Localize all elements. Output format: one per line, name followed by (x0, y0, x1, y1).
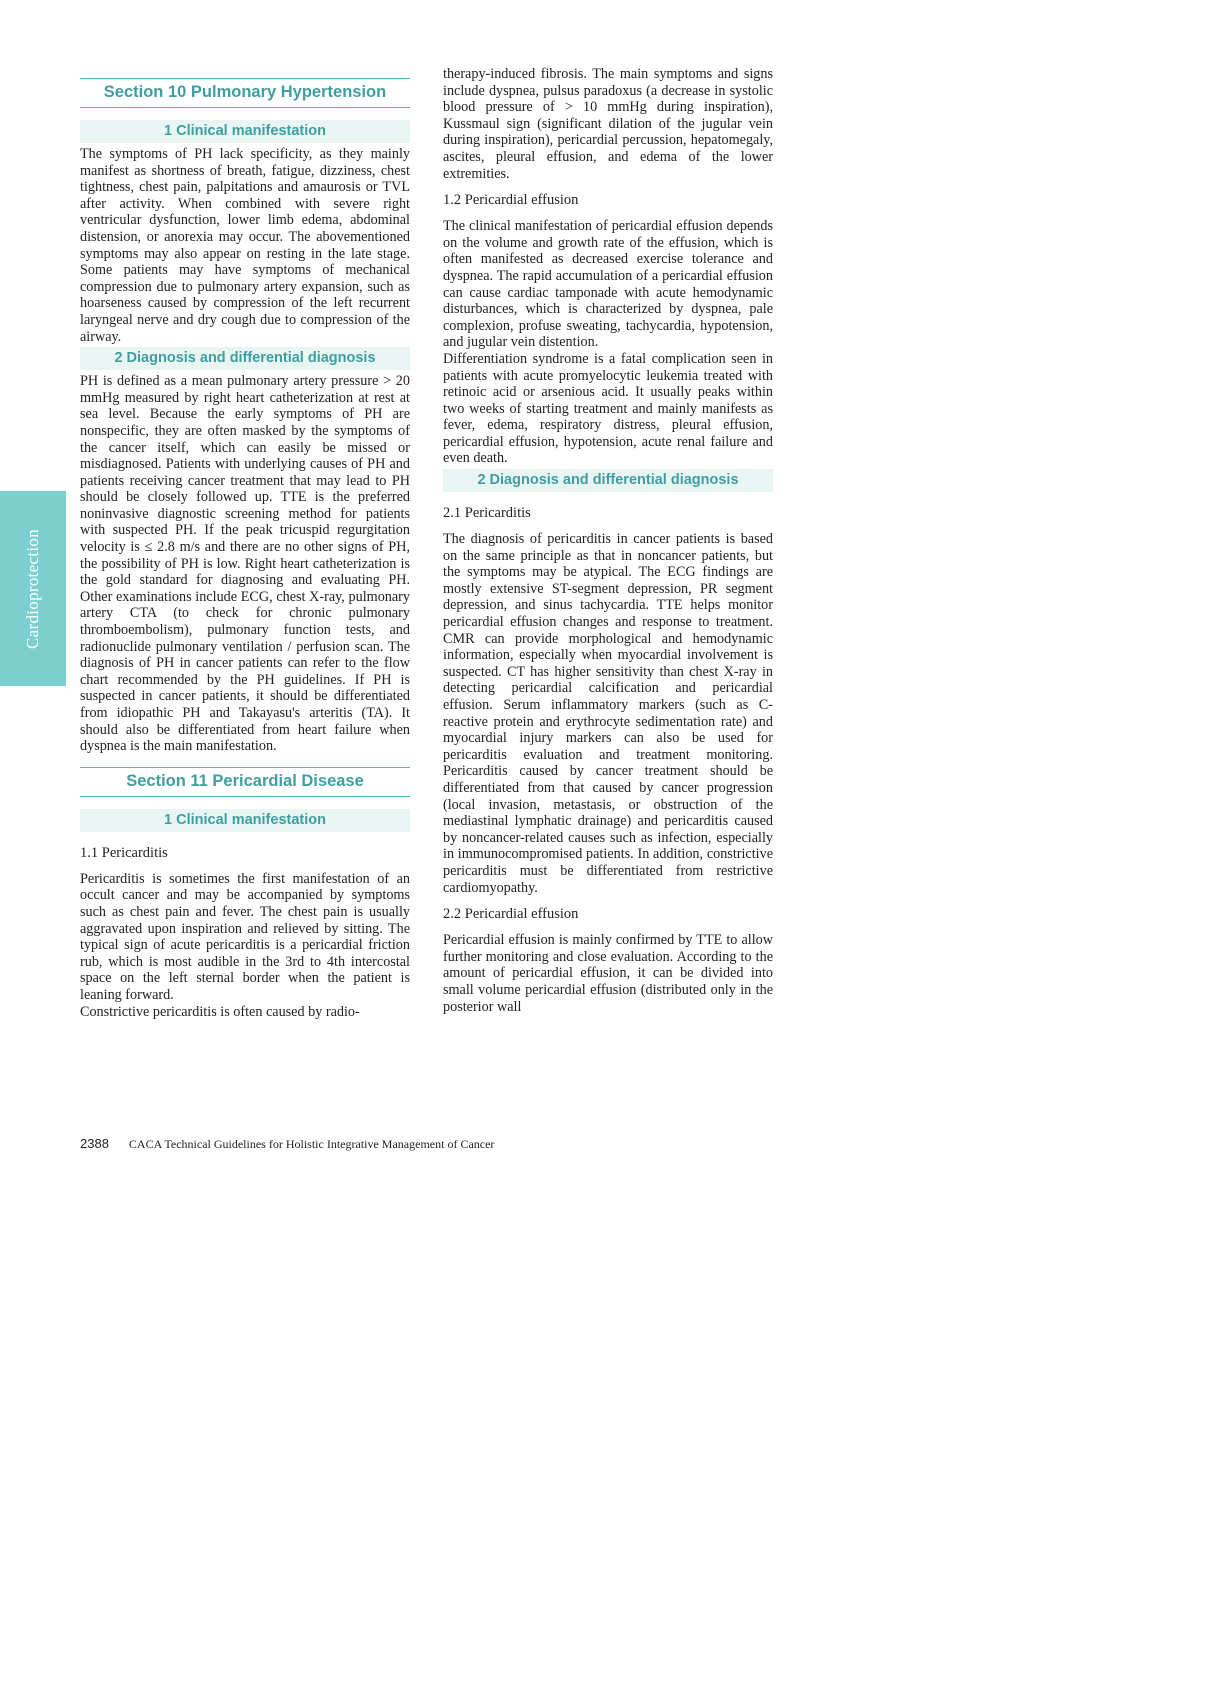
differentiation-text: Differentiation syndrome is a fatal complication seen in patients with acute promyelocytic leukemia treated with retinoic acid or arsenious acid. It usually peaks within two weeks of starting treatment and mainly manifests as fever, edema, respiratory distress, pleural effusion, pericardial effusion, hypotension, acute renal failure and even death. (443, 350, 773, 467)
effusion-heading: 1.2 Pericardial effusion (443, 192, 579, 209)
right-column (443, 66, 773, 1015)
side-tab (0, 491, 66, 686)
book-title: CACA Technical Guidelines for Holistic Integrative Management of Cancer (128, 1137, 495, 1151)
constrictive-text-cont: therapy-induced fibrosis. The main symptoms and signs include dyspnea, pulsus paradoxus (a decrease in systolic blood pressure of > 10 mmHg during inspiration), Kussmaul sign (significant dilation of the jugular vein during inspiration), pericardial percussion, hepatomegaly, ascites, pleural effusion, and edema of the lower extremities. (443, 66, 773, 182)
side-tab-label: Cardioprotection (23, 528, 42, 649)
s10-clinical-text: The symptoms of PH lack specificity, as they mainly manifest as shortness of breath, fatigue, dizziness, chest tightness, chest pain, palpitations and amaurosis or TVL after activity. When combined with severe right ventricular dysfunction, lower limb edema, abdominal distension, or anorexia may occur. The abovementioned symptoms may also appear on resting in the late stage. Some patients may have symptoms of mechanical compression due to pulmonary artery expansion, such as hoarseness caused by compression of the left recurrent laryngeal nerve and dry cough due to compression of the airway. (80, 146, 410, 345)
s10-diagnosis-text: PH is defined as a mean pulmonary artery pressure > 20 mmHg measured by right heart catheterization at rest at sea level. Because the early symptoms of PH are nonspecific, they are often masked by the symptoms of the cancer itself, which can easily be missed or misdiagnosed. Patients with underlying causes of PH and patients receiving cancer treatment that may lead to PH should be closely followed up. TTE is the preferred noninvasive diagnostic screening method for patients with suspected PH. If the peak tricuspid regurgitation velocity is ≤ 2.8 m/s and there are no other signs of PH, the possibility of PH is low. Right heart catheterization is the gold standard for diagnosing and evaluating PH. Other examinations include ECG, chest X-ray, pulmonary artery CTA (to check for chronic pulmonary thromboembolism), pulmonary function tests, and radionuclide pulmonary ventilation / perfusion scan. The diagnosis of PH in cancer patients can refer to the flow chart recommended by the PH guidelines. If PH is suspected in cancer patients, it should be differentiated from idiopathic PH and Takayasu's arteritis (TA). It should also be differentiated from heart failure when dyspnea is the main manifestation. (80, 373, 410, 755)
dx-pericarditis-text: The diagnosis of pericarditis in cancer patients is based on the same principle as that in noncancer patients, but the symptoms may be atypical. The ECG findings are mostly extensive ST-segment depression, PR segment depression, and sinus tachycardia. TTE helps monitor pericardial effusion changes and response to treatment. CMR can provide morphological and hemodynamic information, especially when myocardial involvement is suspected. CT has higher sensitivity than chest X-ray in detecting pericardial calcification and pericardial effusion. Serum inflammatory markers (such as C-reactive protein and erythrocyte sedimentation rate) and myocardial injury markers can also be used for pericarditis evaluation and treatment monitoring. Pericarditis caused by cancer treatment should be differentiated from that caused by cancer progression (local invasion, metastasis, or obstruction of the mediastinal lymphatic drainage) and pericarditis caused by noncancer-related causes such as infection, especially in immunocompromised patients. In addition, constrictive pericarditis must be differentiated from restrictive cardiomyopathy. (443, 531, 773, 896)
dx-effusion-heading: 2.2 Pericardial effusion (443, 906, 579, 923)
dx-pericarditis-heading: 2.1 Pericarditis (443, 505, 531, 522)
page-number: 2388 (80, 1136, 109, 1151)
diagnosis-heading: 2 Diagnosis and differential diagnosis (443, 469, 773, 492)
left-column (80, 66, 410, 1020)
section-10-title: Section 10 Pulmonary Hypertension (80, 78, 410, 108)
section-11-title: Section 11 Pericardial Disease (80, 767, 410, 797)
s10-clinical-heading: 1 Clinical manifestation (80, 120, 410, 143)
pericarditis-heading: 1.1 Pericarditis (80, 844, 168, 861)
page-footer (80, 1136, 494, 1152)
dx-effusion-text: Pericardial effusion is mainly confirmed by TTE to allow further monitoring and close evaluation. According to the amount of pericardial effusion, it can be divided into small volume pericardial effusion (distributed only in the posterior wall (443, 932, 773, 1015)
pericarditis-text: Pericarditis is sometimes the first manifestation of an occult cancer and may be accompanied by symptoms such as chest pain and fever. The chest pain is usually aggravated upon inspiration and relieved by sitting. The typical sign of acute pericarditis is a pericardial friction rub, which is most audible in the 3rd to 4th intercostal space on the left sternal border when the patient is leaning forward. (80, 870, 410, 1003)
s10-diagnosis-heading: 2 Diagnosis and differential diagnosis (80, 347, 410, 370)
constrictive-text-start: Constrictive pericarditis is often caused by radio- (80, 1003, 360, 1020)
s11-clinical-heading: 1 Clinical manifestation (80, 809, 410, 832)
effusion-text: The clinical manifestation of pericardial effusion depends on the volume and growth rate of the effusion, which is often manifested as decreased exercise tolerance and dyspnea. The rapid accumulation of a pericardial effusion can cause cardiac tamponade with acute hemodynamic disturbances, which is characterized by dyspnea, pale complexion, profuse sweating, tachycardia, hypotension, and jugular vein distention. (443, 218, 773, 351)
